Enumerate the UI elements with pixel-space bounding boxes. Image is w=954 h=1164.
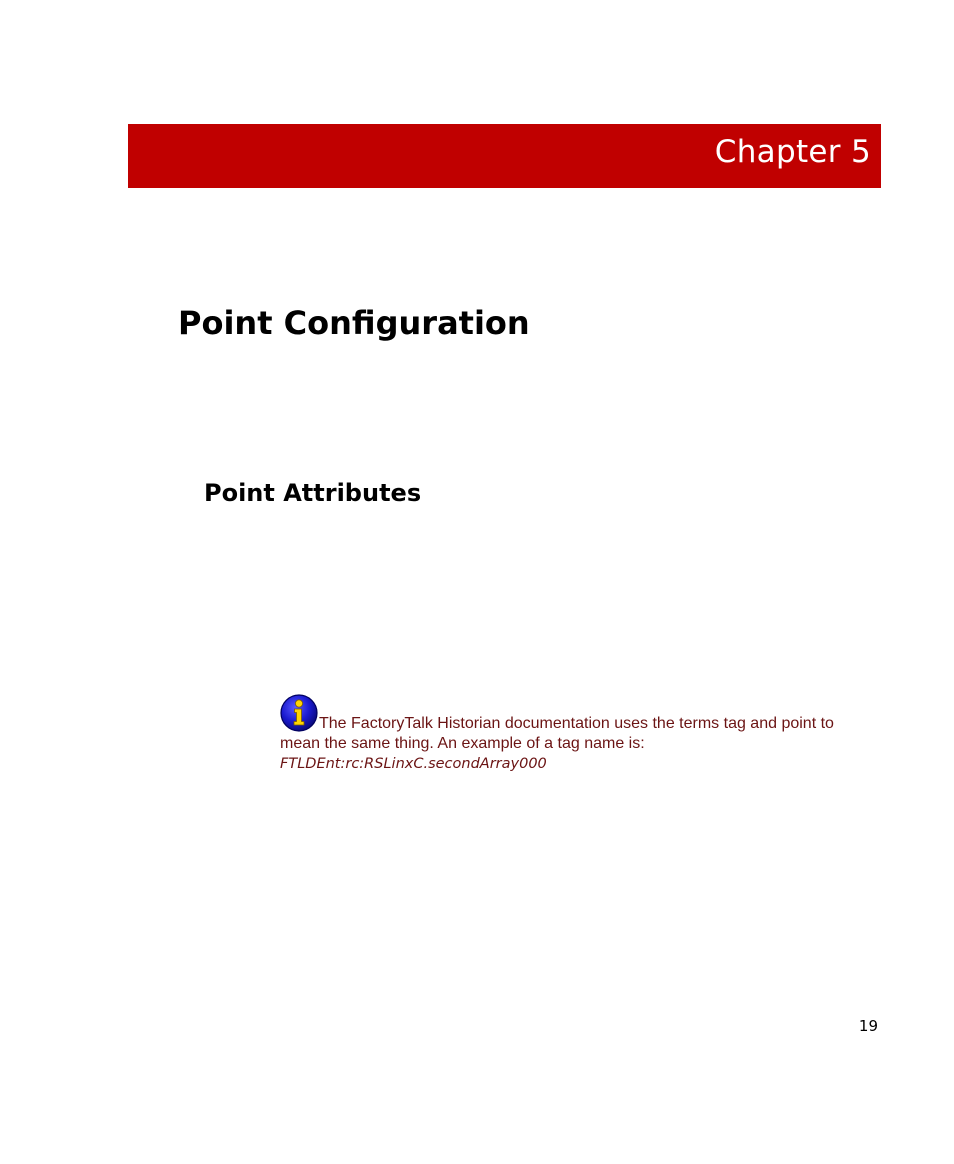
info-icon [280, 694, 318, 732]
note-text: The FactoryTalk Historian documentation uses the terms tag and point to mean the same thing. An example of a tag name is: [280, 715, 834, 752]
tag-name-example: FTLDEnt:rc:RSLinxC.secondArray000 [280, 756, 547, 772]
chapter-label: Chapter 5 [714, 134, 871, 170]
section-title: Point Attributes [204, 479, 422, 507]
chapter-header-band [128, 124, 881, 188]
info-note [280, 694, 855, 774]
chapter-title: Point Configuration [178, 304, 530, 342]
page-number: 19 [858, 1017, 878, 1035]
